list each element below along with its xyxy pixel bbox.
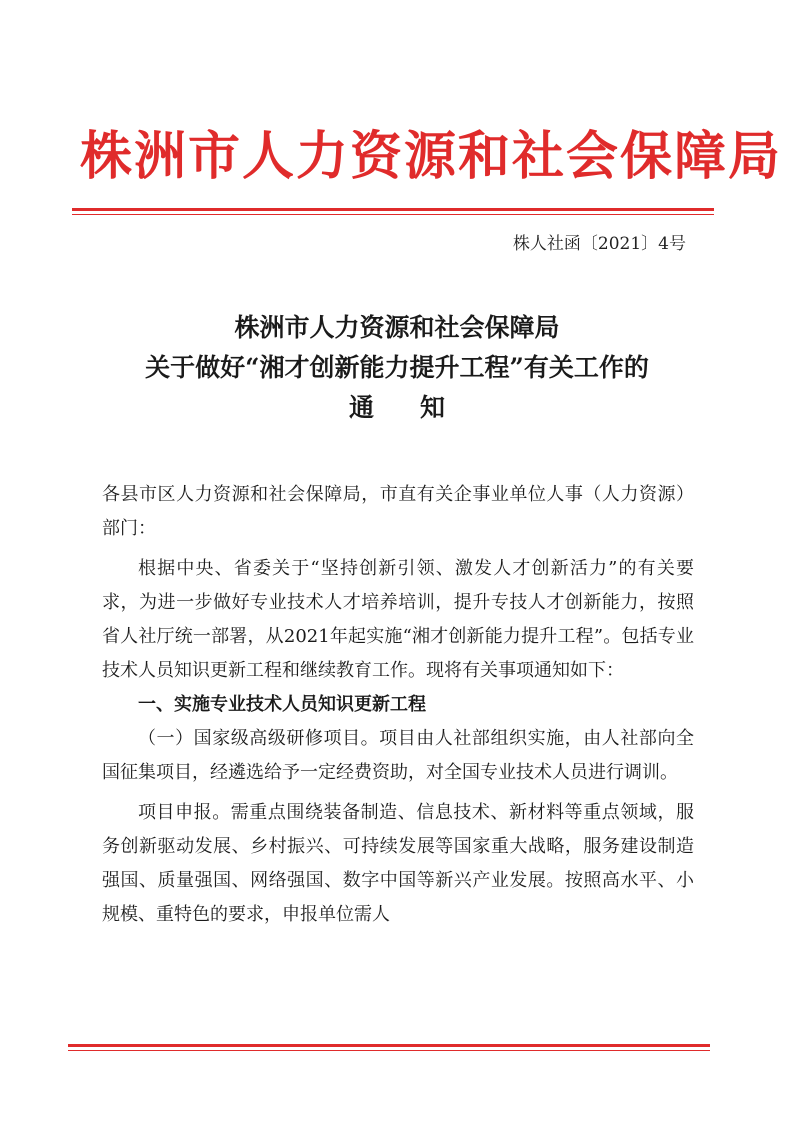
section-heading-1: 一、实施专业技术人员知识更新工程 [138,694,426,715]
footer-red-rule [68,1044,710,1052]
footer-rule-thick [68,1044,710,1047]
title-line-3: 通知 [348,393,491,422]
red-rule-thin [72,214,714,215]
document-number: 株人社函〔2021〕4号 [512,234,686,254]
paragraph-national-program: （一）国家级高级研修项目。项目由人社部组织实施，由人社部向全国征集项目，经遴选给予一定经费资助，对全国专业技术人员进行调训。 [102,728,694,783]
salutation: 各县市区人力资源和社会保障局，市直有关企事业单位人事（人力资源）部门： [102,484,694,539]
masthead-title: 株洲市人力资源和社会保障局 [80,126,783,187]
title-line-1: 株洲市人力资源和社会保障局 [234,313,560,342]
notice-body [102,478,694,932]
title-line-2: 关于做好“湘才创新能力提升工程”有关工作的 [145,353,649,382]
masthead-red-rule [72,208,714,216]
notice-title [80,308,714,428]
paragraph-intro: 根据中央、省委关于“坚持创新引领、激发人才创新活力”的有关要求，为进一步做好专业技术人才培养培训，提升专技人才创新能力，按照省人社厅统一部署，从2021年起实施“湘才创新能力提升工程”。包括专业技术人员知识更新工程和继续教育工作。现将有关事项通知如下： [102,558,694,681]
footer-rule-thin [68,1050,710,1051]
red-rule-thick [72,208,714,211]
paragraph-project-application: 项目申报。需重点围绕装备制造、信息技术、新材料等重点领域，服务创新驱动发展、乡村振兴、可持续发展等国家重大战略，服务建设制造强国、质量强国、网络强国、数字中国等新兴产业发展。按照高水平、小规模、重特色的要求，申报单位需人 [102,802,694,925]
